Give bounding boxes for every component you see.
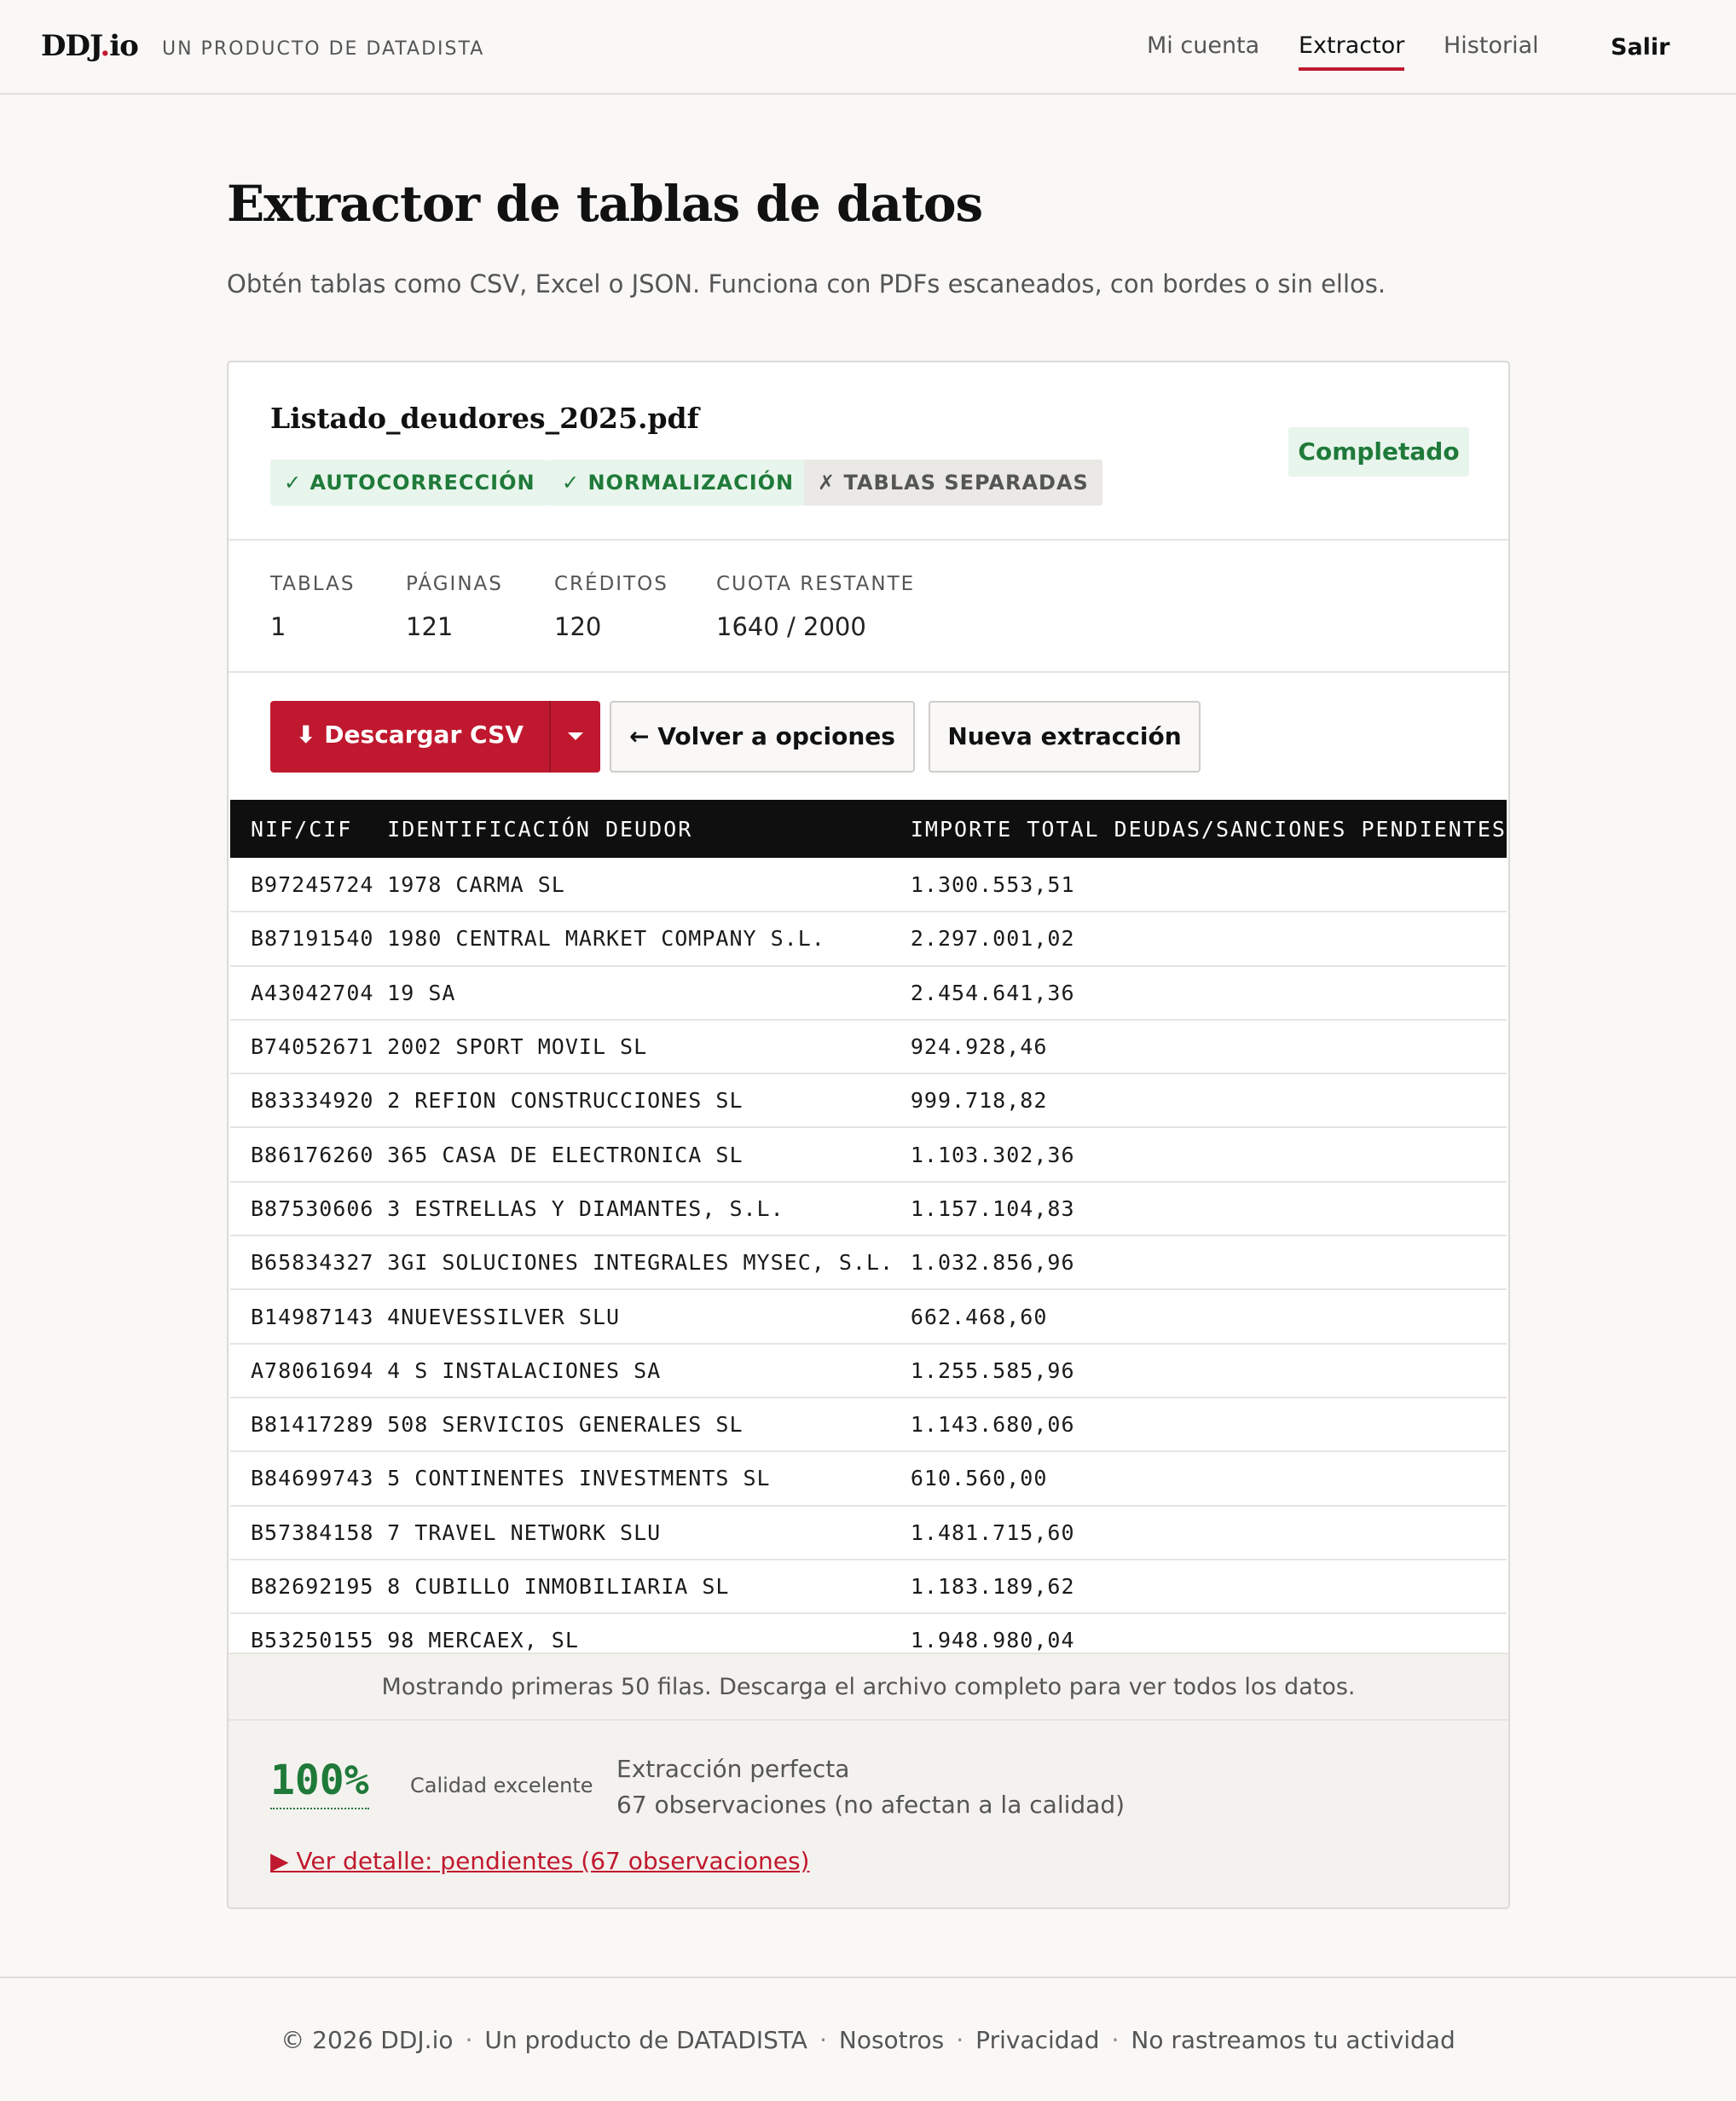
cell-nif: B14987143	[251, 1304, 374, 1329]
quality-summary: Extracción perfecta	[616, 1755, 850, 1783]
cell-debtor: 1980 CENTRAL MARKET COMPANY S.L.	[387, 926, 825, 952]
cell-amount: 1.948.980,04	[910, 1628, 1075, 1652]
quality-score[interactable]: 100%	[270, 1757, 369, 1809]
cell-nif: B84699743	[251, 1466, 374, 1491]
cell-nif: B97245724	[251, 871, 374, 897]
stat-remaining-quota	[716, 573, 915, 641]
table-row	[230, 1344, 1507, 1398]
table-row	[230, 1560, 1507, 1613]
cell-debtor: 365 CASA DE ELECTRONICA SL	[387, 1142, 744, 1167]
stat-value: 121	[406, 612, 454, 641]
cell-amount: 1.103.302,36	[910, 1142, 1075, 1167]
preview-table-container[interactable]	[230, 800, 1507, 1652]
cell-nif: B74052671	[251, 1034, 374, 1060]
observations-detail-link[interactable]: ▶ Ver detalle: pendientes (67 observaciones)	[270, 1847, 810, 1875]
column-header-amount: IMPORTE TOTAL DEUDAS/SANCIONES PENDIENTES	[910, 816, 1507, 842]
footer-datadista-link[interactable]: Un producto de DATADISTA	[484, 2026, 807, 2054]
logo-dot: .	[100, 29, 110, 63]
status-badge: Completado	[1288, 427, 1469, 477]
footer-separator: ·	[465, 2026, 473, 2054]
cell-debtor: 3 ESTRELLAS Y DIAMANTES, S.L.	[387, 1195, 784, 1221]
cell-debtor: 2002 SPORT MOVIL SL	[387, 1034, 648, 1060]
stat-value: 1	[270, 612, 286, 641]
cell-amount: 1.143.680,06	[910, 1412, 1075, 1438]
cell-amount: 1.032.856,96	[910, 1250, 1075, 1276]
cell-nif: A78061694	[251, 1357, 374, 1383]
cell-amount: 1.300.553,51	[910, 871, 1075, 897]
cell-nif: B53250155	[251, 1628, 374, 1652]
stats-row	[229, 541, 1508, 673]
stat-tables	[270, 573, 355, 641]
column-header-debtor: IDENTIFICACIÓN DEUDOR	[387, 816, 693, 842]
cell-debtor: 8 CUBILLO INMOBILIARIA SL	[387, 1574, 730, 1599]
file-summary	[229, 362, 1508, 541]
cell-debtor: 5 CONTINENTES INVESTMENTS SL	[387, 1466, 771, 1491]
page-subtitle: Obtén tablas como CSV, Excel o JSON. Funciona con PDFs escaneados, con bordes o sin ellos.	[227, 269, 1386, 298]
table-row	[230, 1127, 1507, 1181]
table-row	[230, 966, 1507, 1020]
table-row	[230, 1613, 1507, 1652]
stat-label: PÁGINAS	[406, 573, 503, 595]
quality-observations: 67 observaciones (no afectan a la calidad)	[616, 1791, 1126, 1819]
cell-amount: 924.928,46	[910, 1034, 1048, 1060]
table-row	[230, 1020, 1507, 1074]
quality-panel	[229, 1721, 1508, 1909]
cell-amount: 1.255.585,96	[910, 1357, 1075, 1383]
cell-amount: 662.468,60	[910, 1304, 1048, 1329]
footer-separator: ·	[819, 2026, 827, 2054]
stat-pages	[406, 573, 503, 641]
top-navigation-bar	[0, 0, 1736, 95]
stat-label: CUOTA RESTANTE	[716, 573, 916, 595]
cell-nif: A43042704	[251, 980, 374, 1005]
nav-history[interactable]: Historial	[1444, 32, 1539, 59]
cell-debtor: 3GI SOLUCIONES INTEGRALES MYSEC, S.L.	[387, 1250, 894, 1276]
preview-table	[230, 800, 1507, 1652]
caret-down-icon	[568, 732, 583, 740]
badge-normalization: ✓ NORMALIZACIÓN	[548, 460, 807, 506]
footer-copyright: © 2026 DDJ.io	[281, 2026, 454, 2054]
cell-debtor: 508 SERVICIOS GENERALES SL	[387, 1412, 744, 1438]
table-row	[230, 858, 1507, 912]
result-card	[227, 361, 1510, 1909]
footer-no-tracking: No rastreamos tu actividad	[1131, 2026, 1455, 2054]
table-row	[230, 912, 1507, 965]
badge-separate-tables: ✗ TABLAS SEPARADAS	[804, 460, 1102, 506]
page-footer	[0, 1977, 1736, 2101]
table-row	[230, 1451, 1507, 1505]
nav-my-account[interactable]: Mi cuenta	[1147, 32, 1260, 59]
cell-debtor: 7 TRAVEL NETWORK SLU	[387, 1519, 662, 1545]
file-name: Listado_deudores_2025.pdf	[270, 402, 699, 435]
table-row	[230, 1289, 1507, 1343]
stat-label: TABLAS	[270, 573, 356, 595]
cell-nif: B65834327	[251, 1250, 374, 1276]
cell-debtor: 98 MERCAEX, SL	[387, 1628, 579, 1652]
tagline: UN PRODUCTO DE DATADISTA	[162, 38, 485, 60]
cell-nif: B83334920	[251, 1088, 374, 1114]
footer-privacy-link[interactable]: Privacidad	[975, 2026, 1100, 2054]
cell-nif: B86176260	[251, 1142, 374, 1167]
cell-amount: 1.481.715,60	[910, 1519, 1075, 1545]
quality-label: Calidad excelente	[410, 1774, 593, 1797]
badge-autocorrection: ✓ AUTOCORRECCIÓN	[270, 460, 549, 506]
download-format-dropdown[interactable]	[549, 701, 600, 773]
cell-debtor: 19 SA	[387, 980, 456, 1005]
table-row	[230, 1074, 1507, 1127]
download-csv-button[interactable]: ⬇ Descargar CSV	[270, 701, 549, 773]
cell-nif: B87530606	[251, 1195, 374, 1221]
cell-amount: 1.157.104,83	[910, 1195, 1075, 1221]
table-row	[230, 1398, 1507, 1451]
cell-amount: 1.183.189,62	[910, 1574, 1075, 1599]
cell-amount: 2.454.641,36	[910, 980, 1075, 1005]
cell-nif: B57384158	[251, 1519, 374, 1545]
cell-amount: 999.718,82	[910, 1088, 1048, 1114]
stat-value: 120	[554, 612, 602, 641]
logo-tld-text: io	[109, 29, 138, 63]
cell-debtor: 4NUEVESSILVER SLU	[387, 1304, 621, 1329]
column-header-nif: NIF/CIF	[251, 816, 353, 842]
stat-label: CRÉDITOS	[554, 573, 668, 595]
stat-value: 1640 / 2000	[716, 612, 866, 641]
table-header-row	[230, 800, 1507, 858]
table-row	[230, 1182, 1507, 1236]
cell-nif: B81417289	[251, 1412, 374, 1438]
logo-main-text: DDJ	[41, 29, 101, 63]
table-row	[230, 1236, 1507, 1289]
cell-debtor: 2 REFION CONSTRUCCIONES SL	[387, 1088, 744, 1114]
page-title: Extractor de tablas de datos	[227, 175, 983, 233]
table-body	[230, 858, 1507, 1652]
table-row	[230, 1506, 1507, 1560]
cell-amount: 2.297.001,02	[910, 926, 1075, 952]
rows-limit-note: Mostrando primeras 50 filas. Descarga el archivo completo para ver todos los datos.	[229, 1652, 1508, 1721]
cell-amount: 610.560,00	[910, 1466, 1048, 1491]
cell-debtor: 4 S INSTALACIONES SA	[387, 1357, 662, 1383]
logout-link[interactable]: Salir	[1611, 34, 1670, 61]
new-extraction-button[interactable]: Nueva extracción	[929, 701, 1201, 773]
cell-nif: B87191540	[251, 926, 374, 952]
logo[interactable]	[41, 29, 138, 63]
footer-separator: ·	[956, 2026, 964, 2054]
stat-credits	[554, 573, 668, 641]
cell-debtor: 1978 CARMA SL	[387, 871, 565, 897]
cell-nif: B82692195	[251, 1574, 374, 1599]
back-to-options-button[interactable]: ← Volver a opciones	[610, 701, 915, 773]
nav-extractor[interactable]: Extractor	[1299, 32, 1405, 59]
footer-about-link[interactable]: Nosotros	[838, 2026, 945, 2054]
footer-separator: ·	[1111, 2026, 1120, 2054]
